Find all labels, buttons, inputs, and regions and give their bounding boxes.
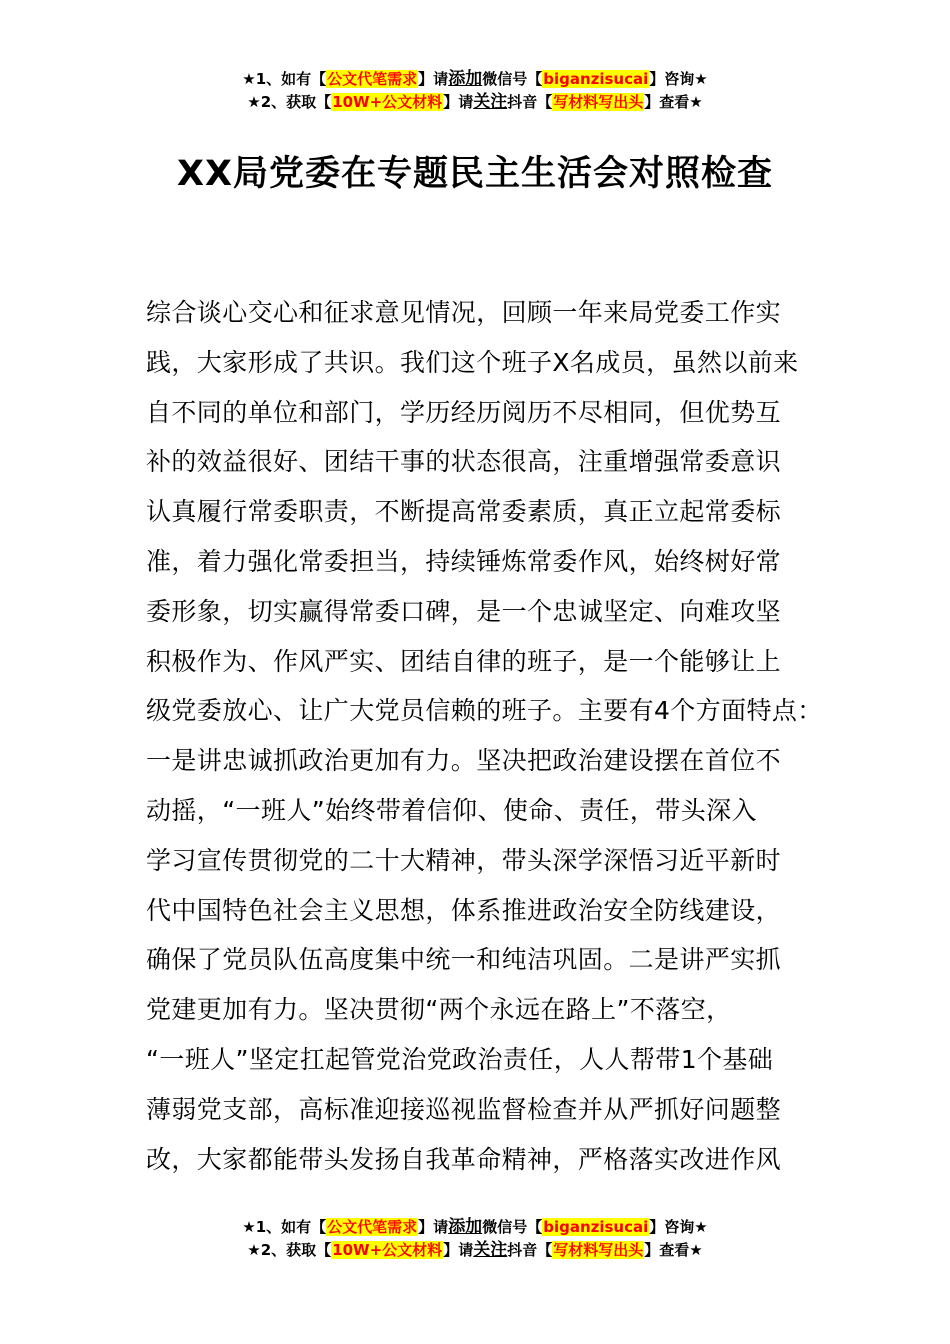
- body-line: 动摇，“一班人”始终带着信仰、使命、责任，带头深入: [146, 795, 757, 825]
- promo-line1-suffix: 】咨询★: [649, 1218, 708, 1236]
- body-line: 代中国特色社会主义思想，体系推进政治安全防线建设，: [146, 895, 782, 925]
- header-promo-banner: [0, 68, 950, 114]
- promo-line2-middle2: 抖音【: [507, 1241, 553, 1259]
- promo-line1-middle2: 微信号【: [482, 70, 543, 88]
- body-line: 践，大家形成了共识。我们这个班子X名成员，虽然以前来: [146, 347, 799, 377]
- body-line: 改，大家都能带头发扬自我革命精神，严格落实改进作风: [146, 1144, 782, 1174]
- promo-line1-suffix: 】咨询★: [649, 70, 708, 88]
- body-line: 学习宣传贯彻党的二十大精神，带头深学深悟习近平新时: [146, 845, 782, 875]
- promo-line1-prefix: ★1、如有【: [242, 1218, 327, 1236]
- body-line: 综合谈心交心和征求意见情况，回顾一年来局党委工作实: [146, 298, 782, 327]
- footer-promo-banner: [0, 1216, 950, 1262]
- body-line: 确保了党员队伍高度集中统一和纯洁巩固。二是讲严实抓: [146, 945, 782, 975]
- promo-line-1: [0, 1216, 950, 1239]
- promo-line1-emphasis: 添加: [448, 1217, 483, 1237]
- promo-line-2: [0, 1239, 950, 1262]
- promo-line2-highlight-materials: 10W+公文材料: [332, 1241, 443, 1259]
- promo-line2-middle: 】请: [443, 93, 474, 111]
- promo-line2-highlight-douyin: 写材料写出头: [553, 1241, 644, 1259]
- body-line: 党建更加有力。坚决贯彻“两个永远在路上”不落空，: [146, 995, 732, 1025]
- promo-line2-prefix: ★2、获取【: [247, 93, 332, 111]
- document-body: [146, 288, 826, 1184]
- body-line: 委形象，切实赢得常委口碑，是一个忠诚坚定、向难攻坚: [146, 596, 782, 626]
- promo-line1-highlight-service: 公文代笔需求: [327, 1218, 418, 1236]
- promo-line2-highlight-douyin: 写材料写出头: [553, 93, 644, 111]
- promo-line1-highlight-wechat: biganzisucai: [543, 70, 649, 88]
- body-line: “一班人”坚定扛起管党治党政治责任，人人帮带1个基础: [146, 1044, 774, 1074]
- promo-line2-emphasis: 关注: [473, 92, 508, 112]
- body-line: 准，着力强化常委担当，持续锤炼常委作风，始终树好常: [146, 546, 782, 576]
- body-line: 自不同的单位和部门，学历经历阅历不尽相同，但优势互: [146, 397, 782, 427]
- body-line: 认真履行常委职责，不断提高常委素质，真正立起常委标: [146, 497, 782, 527]
- promo-line2-prefix: ★2、获取【: [247, 1241, 332, 1259]
- promo-line2-middle2: 抖音【: [507, 93, 553, 111]
- body-line: 级党委放心、让广大党员信赖的班子。主要有4个方面特点：: [146, 696, 823, 726]
- promo-line1-middle: 】请: [418, 1218, 449, 1236]
- promo-line2-suffix: 】查看★: [644, 93, 703, 111]
- promo-line1-emphasis: 添加: [448, 69, 483, 89]
- promo-line-1: [0, 68, 950, 91]
- body-line: 积极作为、作风严实、团结自律的班子，是一个能够让上: [146, 646, 782, 676]
- promo-line-2: [0, 91, 950, 114]
- body-line: 薄弱党支部，高标准迎接巡视监督检查并从严抓好问题整: [146, 1094, 782, 1124]
- body-line: 补的效益很好、团结干事的状态很高，注重增强常委意识: [146, 447, 782, 477]
- promo-line1-middle: 】请: [418, 70, 449, 88]
- promo-line1-highlight-service: 公文代笔需求: [327, 70, 418, 88]
- promo-line2-suffix: 】查看★: [644, 1241, 703, 1259]
- document-title: XX局党委在专题民主生活会对照检查: [177, 154, 773, 194]
- promo-line2-emphasis: 关注: [473, 1240, 508, 1260]
- promo-line1-highlight-wechat: biganzisucai: [543, 1218, 649, 1236]
- body-line: 一是讲忠诚抓政治更加有力。坚决把政治建设摆在首位不: [146, 746, 782, 776]
- promo-line2-highlight-materials: 10W+公文材料: [332, 93, 443, 111]
- promo-line1-middle2: 微信号【: [482, 1218, 543, 1236]
- promo-line1-prefix: ★1、如有【: [242, 70, 327, 88]
- promo-line2-middle: 】请: [443, 1241, 474, 1259]
